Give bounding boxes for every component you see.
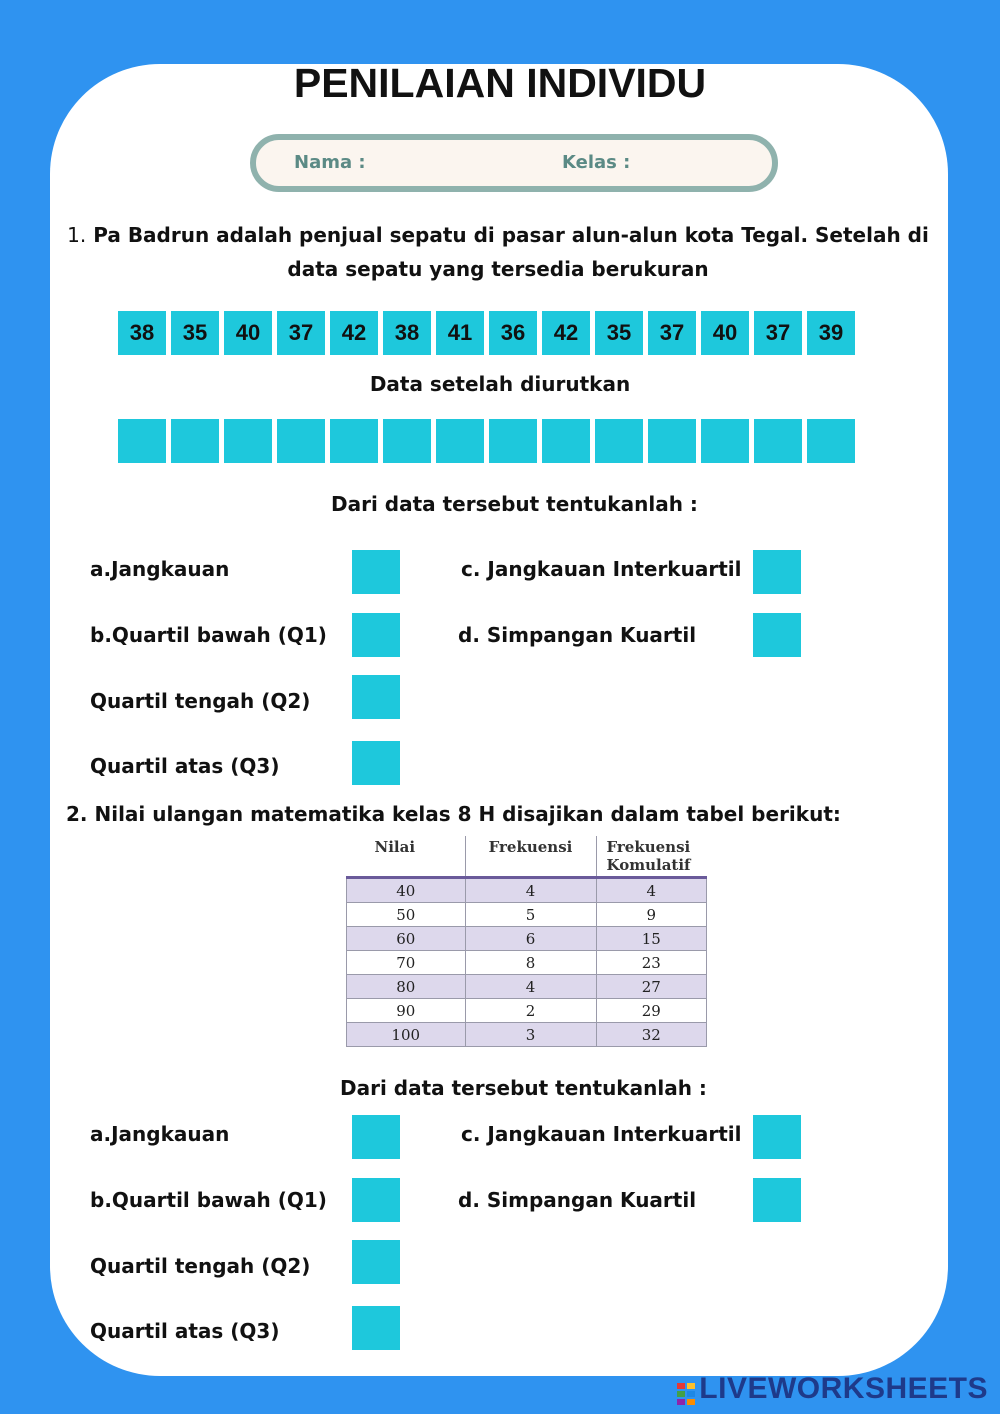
table-row	[347, 1023, 707, 1047]
sorted-input[interactable]	[171, 419, 219, 463]
sorted-input[interactable]	[648, 419, 696, 463]
cell-komulatif: 4	[596, 878, 707, 903]
cell-komulatif: 15	[596, 927, 707, 951]
q1-answer-q1[interactable]	[352, 613, 400, 657]
data-cell: 39	[807, 311, 855, 355]
data-cell: 36	[489, 311, 537, 355]
sorted-input[interactable]	[701, 419, 749, 463]
sorted-input[interactable]	[595, 419, 643, 463]
cell-komulatif: 32	[596, 1023, 707, 1047]
table-row	[347, 927, 707, 951]
cell-frekuensi: 8	[465, 951, 596, 975]
th-fk-line1: Frekuensi	[606, 838, 691, 856]
cell-frekuensi: 4	[465, 975, 596, 999]
cell-nilai: 40	[347, 878, 466, 903]
q1-text	[58, 218, 938, 286]
data-cell: 38	[118, 311, 166, 355]
data-cell: 40	[224, 311, 272, 355]
q2-answer-q2[interactable]	[352, 1240, 400, 1284]
sorted-input[interactable]	[330, 419, 378, 463]
q1-label-range: a.Jangkauan	[90, 557, 230, 581]
q1-label-q3: Quartil atas (Q3)	[90, 754, 280, 778]
q1-label-q1: b.Quartil bawah (Q1)	[90, 623, 327, 647]
cell-komulatif: 23	[596, 951, 707, 975]
q2-text: 2. Nilai ulangan matematika kelas 8 H disajikan dalam tabel berikut:	[66, 802, 841, 826]
q1-label-iqr: c. Jangkauan Interkuartil	[461, 557, 742, 581]
data-cell: 41	[436, 311, 484, 355]
cell-nilai: 70	[347, 951, 466, 975]
q2-answer-q1[interactable]	[352, 1178, 400, 1222]
q1-data-row	[118, 311, 855, 355]
q1-text-line1: Pa Badrun adalah penjual sepatu di pasar alun-alun kota Tegal. Setelah di	[93, 223, 929, 247]
cell-nilai: 80	[347, 975, 466, 999]
cell-komulatif: 9	[596, 903, 707, 927]
q1-answer-range[interactable]	[352, 550, 400, 594]
frequency-table	[346, 836, 707, 1047]
q1-task-heading: Dari data tersebut tentukanlah :	[331, 492, 698, 516]
sorted-input[interactable]	[807, 419, 855, 463]
q1-answer-iqr[interactable]	[753, 550, 801, 594]
liveworksheets-text: LIVEWORKSHEETS	[699, 1372, 988, 1405]
sorted-input[interactable]	[489, 419, 537, 463]
q1-number: 1.	[67, 223, 87, 247]
cell-frekuensi: 3	[465, 1023, 596, 1047]
cell-nilai: 90	[347, 999, 466, 1023]
sorted-input[interactable]	[277, 419, 325, 463]
data-cell: 35	[171, 311, 219, 355]
q2-label-q1: b.Quartil bawah (Q1)	[90, 1188, 327, 1212]
cell-frekuensi: 5	[465, 903, 596, 927]
cell-frekuensi: 6	[465, 927, 596, 951]
liveworksheets-icon	[677, 1379, 695, 1401]
data-cell: 42	[542, 311, 590, 355]
q2-label-q2: Quartil tengah (Q2)	[90, 1254, 311, 1278]
table-row	[347, 975, 707, 999]
data-cell: 42	[330, 311, 378, 355]
q1-answer-q2[interactable]	[352, 675, 400, 719]
q2-task-heading: Dari data tersebut tentukanlah :	[340, 1076, 707, 1100]
q1-label-q2: Quartil tengah (Q2)	[90, 689, 311, 713]
page-title: PENILAIAN INDIVIDU	[293, 60, 707, 106]
q2-label-qd: d. Simpangan Kuartil	[458, 1188, 697, 1212]
q2-label-q3: Quartil atas (Q3)	[90, 1319, 280, 1343]
q1-answer-qd[interactable]	[753, 613, 801, 657]
data-cell: 37	[754, 311, 802, 355]
sorted-input[interactable]	[436, 419, 484, 463]
data-cell: 37	[277, 311, 325, 355]
th-frekuensi-komulatif	[596, 836, 707, 878]
sorted-input[interactable]	[118, 419, 166, 463]
identity-bar	[250, 134, 778, 192]
cell-nilai: 50	[347, 903, 466, 927]
th-fk-line2: Komulatif	[606, 856, 691, 874]
sorted-answer-row	[118, 419, 855, 463]
table-row	[347, 999, 707, 1023]
data-cell: 35	[595, 311, 643, 355]
q1-text-line2: data sepatu yang tersedia berukuran	[287, 257, 709, 281]
q1-label-qd: d. Simpangan Kuartil	[458, 623, 697, 647]
table-row	[347, 903, 707, 927]
name-label: Nama :	[294, 152, 366, 173]
q2-answer-iqr[interactable]	[753, 1115, 801, 1159]
cell-frekuensi: 4	[465, 878, 596, 903]
frequency-table-wrap	[346, 836, 707, 1047]
data-cell: 37	[648, 311, 696, 355]
q2-answer-qd[interactable]	[753, 1178, 801, 1222]
data-cell: 38	[383, 311, 431, 355]
cell-nilai: 60	[347, 927, 466, 951]
sorted-input[interactable]	[224, 419, 272, 463]
sorted-input[interactable]	[542, 419, 590, 463]
table-row	[347, 951, 707, 975]
sorted-input[interactable]	[754, 419, 802, 463]
q1-answer-q3[interactable]	[352, 741, 400, 785]
class-label: Kelas :	[562, 152, 631, 173]
th-nilai: Nilai	[374, 838, 416, 856]
q2-label-iqr: c. Jangkauan Interkuartil	[461, 1122, 742, 1146]
q2-label-range: a.Jangkauan	[90, 1122, 230, 1146]
q2-answer-range[interactable]	[352, 1115, 400, 1159]
q2-answer-q3[interactable]	[352, 1306, 400, 1350]
th-frekuensi: Frekuensi	[465, 836, 596, 878]
table-row	[347, 878, 707, 903]
cell-komulatif: 27	[596, 975, 707, 999]
data-cell: 40	[701, 311, 749, 355]
sorted-input[interactable]	[383, 419, 431, 463]
sorted-heading: Data setelah diurutkan	[369, 372, 631, 396]
cell-komulatif: 29	[596, 999, 707, 1023]
cell-frekuensi: 2	[465, 999, 596, 1023]
liveworksheets-logo	[677, 1372, 988, 1406]
cell-nilai: 100	[347, 1023, 466, 1047]
